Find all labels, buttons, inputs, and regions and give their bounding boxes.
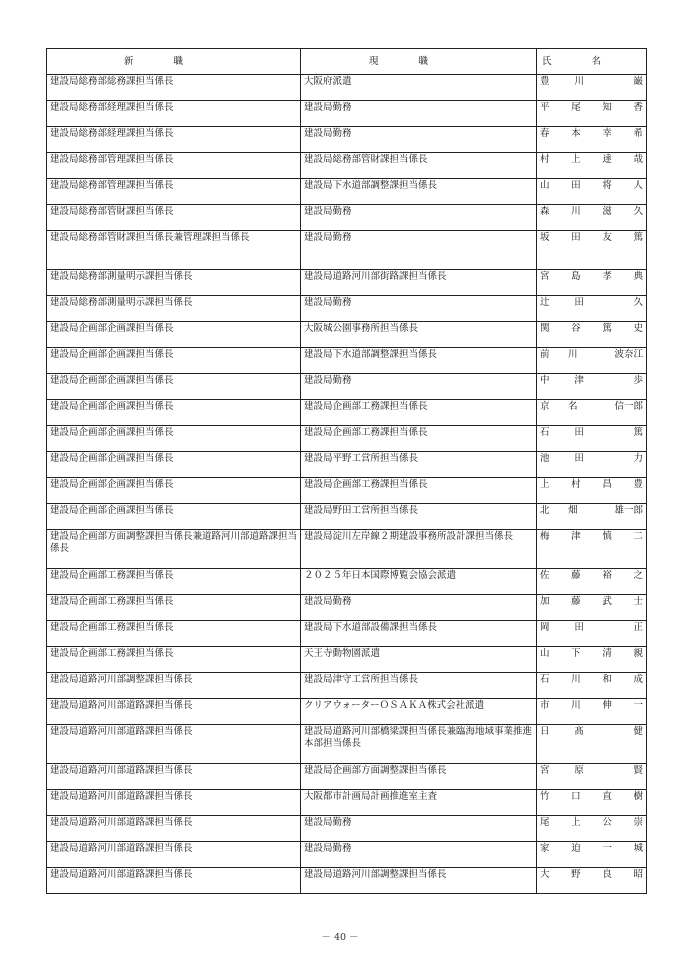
current-position-cell: 建設局企画部工務課担当係長 xyxy=(301,400,537,426)
name-part: 昭 xyxy=(633,869,643,880)
name-cell xyxy=(537,400,647,426)
new-position-cell: 建設局企画部企画課担当係長 xyxy=(47,348,301,374)
page-number: － 40 － xyxy=(321,932,359,943)
name-cell xyxy=(537,816,647,842)
name-part: 昌 xyxy=(602,479,612,490)
name-part: 慎 xyxy=(602,531,612,542)
table-row xyxy=(47,348,647,374)
name-part: 正 xyxy=(633,622,643,633)
current-position-cell: 建設局淀川左岸線２期建設事務所設計課担当係長 xyxy=(301,530,537,569)
name-part: 尾 xyxy=(540,817,550,828)
header-new-position: 新職 xyxy=(47,49,301,75)
name-part: 崇 xyxy=(633,817,643,828)
name-cell xyxy=(537,595,647,621)
new-position-cell: 建設局総務部経理課担当係長 xyxy=(47,101,301,127)
name-part: 田 xyxy=(574,297,584,308)
name-part: 川 xyxy=(571,700,581,711)
table-row xyxy=(47,205,647,231)
name-part: 滋 xyxy=(602,206,612,217)
name-cell xyxy=(537,790,647,816)
current-position-cell: 建設局総務部管財課担当係長 xyxy=(301,153,537,179)
name-part: 岡 xyxy=(540,622,550,633)
table-row xyxy=(47,725,647,764)
name-part: 公 xyxy=(602,817,612,828)
name-part: 山 xyxy=(540,648,550,659)
new-position-cell: 建設局道路河川部道路課担当係長 xyxy=(47,842,301,868)
name-part: 池 xyxy=(540,453,550,464)
name-part: 田 xyxy=(571,232,581,243)
current-position-cell: 建設局道路河川部街路課担当係長 xyxy=(301,270,537,296)
name-part: 二 xyxy=(633,531,643,542)
name-part: 豊 xyxy=(540,76,550,87)
new-position-cell: 建設局道路河川部道路課担当係長 xyxy=(47,868,301,894)
name-part: 城 xyxy=(633,843,643,854)
name-cell xyxy=(537,673,647,699)
new-position-cell: 建設局総務部測量明示課担当係長 xyxy=(47,296,301,322)
current-position-cell: 建設局道路河川部調整課担当係長 xyxy=(301,868,537,894)
current-position-cell: 天王寺動物園派遣 xyxy=(301,647,537,673)
name-part: 達 xyxy=(602,154,612,165)
name-part: 力 xyxy=(633,453,643,464)
current-position-cell: 建設局下水道部調整課担当係長 xyxy=(301,179,537,205)
name-part: 知 xyxy=(602,102,612,113)
name-cell xyxy=(537,127,647,153)
name-cell xyxy=(537,426,647,452)
table-row xyxy=(47,569,647,595)
new-position-cell: 建設局企画部企画課担当係長 xyxy=(47,400,301,426)
name-part: 一 xyxy=(633,700,643,711)
name-part: 巌 xyxy=(633,76,643,87)
table-row xyxy=(47,270,647,296)
name-part: 下 xyxy=(571,648,581,659)
name-part: 家 xyxy=(540,843,550,854)
name-part: 宮 xyxy=(540,765,550,776)
name-part: 大 xyxy=(540,869,550,880)
current-position-cell: 建設局津守工営所担当係長 xyxy=(301,673,537,699)
current-position-cell: 大阪都市計画局計画推進室主査 xyxy=(301,790,537,816)
new-position-cell: 建設局総務部測量明示課担当係長 xyxy=(47,270,301,296)
new-position-cell: 建設局総務部管財課担当係長兼管理課担当係長 xyxy=(47,231,301,270)
name-part: 篤 xyxy=(633,232,643,243)
current-position-cell: 大阪府派遣 xyxy=(301,75,537,101)
name-part: 一 xyxy=(602,843,612,854)
table-row xyxy=(47,621,647,647)
name-part: 村 xyxy=(540,154,550,165)
name-part: 信一郎 xyxy=(614,401,643,412)
new-position-cell: 建設局企画部工務課担当係長 xyxy=(47,647,301,673)
new-position-cell: 建設局企画部企画課担当係長 xyxy=(47,426,301,452)
name-cell xyxy=(537,205,647,231)
name-part: 歩 xyxy=(633,375,643,386)
name-part: 之 xyxy=(633,570,643,581)
name-part: 樹 xyxy=(633,791,643,802)
name-part: 山 xyxy=(540,180,550,191)
new-position-cell: 建設局企画部企画課担当係長 xyxy=(47,504,301,530)
table-row xyxy=(47,530,647,569)
name-part: 友 xyxy=(602,232,612,243)
table-row xyxy=(47,842,647,868)
current-position-cell: 建設局勤務 xyxy=(301,296,537,322)
table-row xyxy=(47,426,647,452)
table-row xyxy=(47,231,647,270)
current-position-cell: 建設局平野工営所担当係長 xyxy=(301,452,537,478)
name-cell xyxy=(537,231,647,270)
name-part: 健 xyxy=(633,726,643,737)
current-position-cell: 建設局企画部工務課担当係長 xyxy=(301,478,537,504)
table-row xyxy=(47,127,647,153)
current-position-cell: 大阪城公園事務所担当係長 xyxy=(301,322,537,348)
name-part: 香 xyxy=(633,102,643,113)
new-position-cell: 建設局企画部工務課担当係長 xyxy=(47,569,301,595)
name-part: 佐 xyxy=(540,570,550,581)
name-part: 関 xyxy=(540,323,550,334)
name-part: 野 xyxy=(571,869,581,880)
table-row xyxy=(47,504,647,530)
current-position-cell: 建設局勤務 xyxy=(301,231,537,270)
name-part: 口 xyxy=(571,791,581,802)
name-part: 篤 xyxy=(633,427,643,438)
name-part: 加 xyxy=(540,596,550,607)
table-row xyxy=(47,764,647,790)
name-part: 田 xyxy=(571,180,581,191)
current-position-cell: 建設局下水道部調整課担当係長 xyxy=(301,348,537,374)
name-part: 成 xyxy=(633,674,643,685)
name-part: 武 xyxy=(602,596,612,607)
name-part: 上 xyxy=(540,479,550,490)
table-body xyxy=(47,75,647,894)
name-part: 竹 xyxy=(540,791,550,802)
name-part: 孝 xyxy=(602,271,612,282)
name-part: 辻 xyxy=(540,297,550,308)
current-position-cell: ２０２５年日本国際博覧会協会派遣 xyxy=(301,569,537,595)
name-part: 和 xyxy=(602,674,612,685)
name-part: 宮 xyxy=(540,271,550,282)
new-position-cell: 建設局企画部工務課担当係長 xyxy=(47,595,301,621)
name-part: 迫 xyxy=(571,843,581,854)
current-position-cell: 建設局勤務 xyxy=(301,595,537,621)
table-row xyxy=(47,101,647,127)
name-cell xyxy=(537,75,647,101)
new-position-cell: 建設局総務部管理課担当係長 xyxy=(47,153,301,179)
name-part: 市 xyxy=(540,700,550,711)
name-cell xyxy=(537,504,647,530)
name-part: 名 xyxy=(568,401,578,412)
name-part: 平 xyxy=(540,102,550,113)
name-cell xyxy=(537,725,647,764)
name-part: 希 xyxy=(633,128,643,139)
name-part: 史 xyxy=(633,323,643,334)
name-part: 梅 xyxy=(540,531,550,542)
name-part: 津 xyxy=(574,375,584,386)
current-position-cell: 建設局勤務 xyxy=(301,374,537,400)
table-row xyxy=(47,452,647,478)
table-row xyxy=(47,179,647,205)
name-part: 田 xyxy=(574,453,584,464)
table-row xyxy=(47,647,647,673)
new-position-cell: 建設局総務部管理課担当係長 xyxy=(47,179,301,205)
current-position-cell: 建設局企画部工務課担当係長 xyxy=(301,426,537,452)
table-row xyxy=(47,75,647,101)
current-position-cell: 建設局下水道部設備課担当係長 xyxy=(301,621,537,647)
personnel-table xyxy=(46,48,647,894)
name-cell xyxy=(537,179,647,205)
header-current-position: 現職 xyxy=(301,49,537,75)
name-cell xyxy=(537,621,647,647)
name-part: 田 xyxy=(574,427,584,438)
name-cell xyxy=(537,348,647,374)
table-row xyxy=(47,374,647,400)
current-position-cell: 建設局企画部方面調整課担当係長 xyxy=(301,764,537,790)
name-part: 上 xyxy=(571,817,581,828)
name-part: 髙 xyxy=(574,726,584,737)
name-part: 石 xyxy=(540,427,550,438)
table-row xyxy=(47,816,647,842)
name-part: 賢 xyxy=(633,765,643,776)
name-part: 士 xyxy=(633,596,643,607)
new-position-cell: 建設局企画部企画課担当係長 xyxy=(47,374,301,400)
new-position-cell: 建設局企画部工務課担当係長 xyxy=(47,621,301,647)
new-position-cell: 建設局道路河川部道路課担当係長 xyxy=(47,725,301,764)
name-cell xyxy=(537,153,647,179)
table-row xyxy=(47,673,647,699)
new-position-cell: 建設局企画部企画課担当係長 xyxy=(47,322,301,348)
name-part: 中 xyxy=(540,375,550,386)
table-row xyxy=(47,790,647,816)
name-cell xyxy=(537,764,647,790)
name-part: 谷 xyxy=(571,323,581,334)
name-part: 直 xyxy=(602,791,612,802)
name-part: 尾 xyxy=(571,102,581,113)
new-position-cell: 建設局道路河川部道路課担当係長 xyxy=(47,699,301,725)
name-part: 村 xyxy=(571,479,581,490)
name-part: 上 xyxy=(571,154,581,165)
new-position-cell: 建設局道路河川部調整課担当係長 xyxy=(47,673,301,699)
new-position-cell: 建設局道路河川部道路課担当係長 xyxy=(47,790,301,816)
name-part: 久 xyxy=(633,206,643,217)
name-part: 坂 xyxy=(540,232,550,243)
table-row xyxy=(47,478,647,504)
name-cell xyxy=(537,842,647,868)
current-position-cell: 建設局勤務 xyxy=(301,842,537,868)
name-part: 雄一郎 xyxy=(614,505,643,516)
header-name: 氏名 xyxy=(537,49,647,75)
table-row xyxy=(47,296,647,322)
name-part: 伸 xyxy=(602,700,612,711)
name-part: 藤 xyxy=(571,596,581,607)
name-part: 豊 xyxy=(633,479,643,490)
name-part: 川 xyxy=(571,206,581,217)
name-part: 京 xyxy=(540,401,550,412)
table-row xyxy=(47,322,647,348)
new-position-cell: 建設局企画部企画課担当係長 xyxy=(47,452,301,478)
table-header-row xyxy=(47,49,647,75)
name-part: 森 xyxy=(540,206,550,217)
name-cell xyxy=(537,322,647,348)
name-part: 清 xyxy=(602,648,612,659)
name-part: 石 xyxy=(540,674,550,685)
new-position-cell: 建設局総務部総務課担当係長 xyxy=(47,75,301,101)
table-row xyxy=(47,595,647,621)
current-position-cell: クリアウォーターＯＳＡＫＡ株式会社派遣 xyxy=(301,699,537,725)
new-position-cell: 建設局道路河川部道路課担当係長 xyxy=(47,764,301,790)
name-part: 幸 xyxy=(602,128,612,139)
name-part: 波奈江 xyxy=(614,349,643,360)
table-row xyxy=(47,153,647,179)
name-cell xyxy=(537,530,647,569)
name-part: 人 xyxy=(633,180,643,191)
new-position-cell: 建設局総務部経理課担当係長 xyxy=(47,127,301,153)
table-row xyxy=(47,400,647,426)
new-position-cell: 建設局企画部方面調整課担当係長兼道路河川部道路課担当係長 xyxy=(47,530,301,569)
name-part: 川 xyxy=(571,674,581,685)
name-part: 典 xyxy=(633,271,643,282)
name-part: 畑 xyxy=(568,505,578,516)
name-part: 川 xyxy=(574,76,584,87)
name-part: 春 xyxy=(540,128,550,139)
name-part: 北 xyxy=(540,505,550,516)
name-part: 親 xyxy=(633,648,643,659)
name-part: 原 xyxy=(574,765,584,776)
name-part: 前 xyxy=(540,349,550,360)
name-cell xyxy=(537,647,647,673)
name-cell xyxy=(537,296,647,322)
name-cell xyxy=(537,452,647,478)
name-part: 篤 xyxy=(602,323,612,334)
name-cell xyxy=(537,101,647,127)
name-cell xyxy=(537,270,647,296)
name-part: 津 xyxy=(571,531,581,542)
name-cell xyxy=(537,478,647,504)
name-part: 日 xyxy=(540,726,550,737)
new-position-cell: 建設局企画部企画課担当係長 xyxy=(47,478,301,504)
name-part: 藤 xyxy=(571,570,581,581)
name-part: 裕 xyxy=(602,570,612,581)
new-position-cell: 建設局総務部管財課担当係長 xyxy=(47,205,301,231)
name-cell xyxy=(537,569,647,595)
name-part: 久 xyxy=(633,297,643,308)
table-row xyxy=(47,699,647,725)
current-position-cell: 建設局野田工営所担当係長 xyxy=(301,504,537,530)
name-part: 良 xyxy=(602,869,612,880)
name-part: 島 xyxy=(571,271,581,282)
current-position-cell: 建設局勤務 xyxy=(301,127,537,153)
name-cell xyxy=(537,699,647,725)
new-position-cell: 建設局道路河川部道路課担当係長 xyxy=(47,816,301,842)
current-position-cell: 建設局勤務 xyxy=(301,205,537,231)
name-part: 本 xyxy=(571,128,581,139)
name-part: 哉 xyxy=(633,154,643,165)
current-position-cell: 建設局勤務 xyxy=(301,816,537,842)
current-position-cell: 建設局道路河川部橋梁課担当係長兼臨海地域事業推進本部担当係長 xyxy=(301,725,537,764)
name-cell xyxy=(537,374,647,400)
current-position-cell: 建設局勤務 xyxy=(301,101,537,127)
table-row xyxy=(47,868,647,894)
name-part: 将 xyxy=(602,180,612,191)
name-part: 田 xyxy=(574,622,584,633)
name-cell xyxy=(537,868,647,894)
name-part: 川 xyxy=(568,349,578,360)
